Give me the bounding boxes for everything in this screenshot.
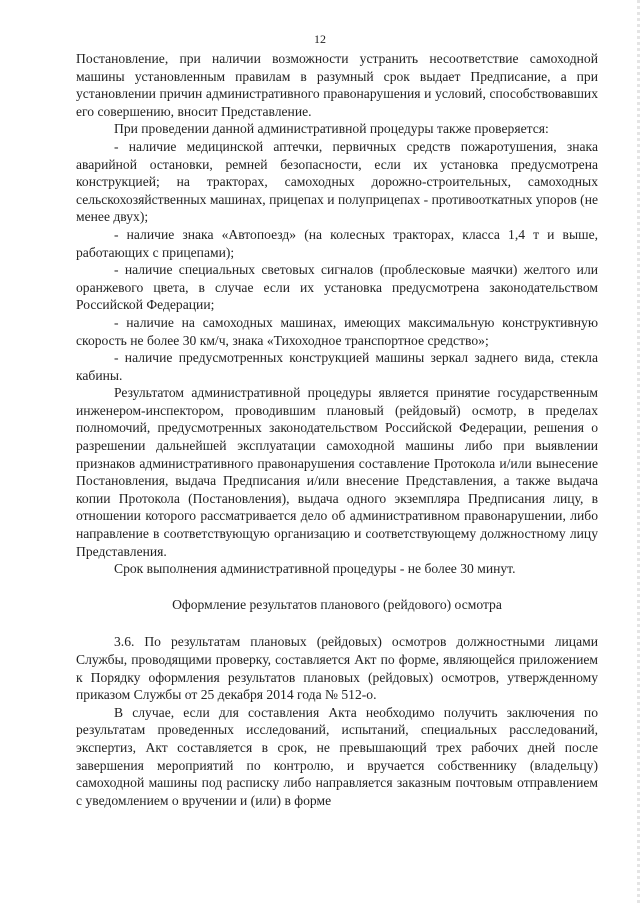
body-text [76,50,598,809]
paragraph: 3.6. По результатам плановых (рейдовых) осмотров должностными лицами Службы, проводящими проверку, составляется Акт по форме, являющейся приложением к Порядку оформления результатов плановых (рейдовых) осмотров, утвержденному приказом Службы от 25 декабря 2014 года № 512-о. [76,634,598,703]
paragraph: В случае, если для составления Акта необходимо получить заключения по результатам проведенных исследований, испытаний, специальных расследований, экспертиз, Акт составляется в срок, не превышающий трех рабочих дней после завершения мероприятий по контролю, и вручается собственнику (владельцу) самоходной машины под расписку либо направляется заказным почтовым отправлением с уведомлением о вручении и (или) в форме [76,704,598,808]
paragraph: Результатом административной процедуры является принятие государственным инженером-инспектором, проводившим плановый (рейдовый) осмотр, в пределах полномочий, предусмотренных законодательством Российской Федерации, решения о разрешении дальнейшей эксплуатации самоходной машины либо при выявлении признаков административного правонарушения составление Протокола и/или вынесение Постановления, выдача Предписания и/или внесение Представления, а также выдача копии Протокола (Постановления), выдача одного экземпляра Предписания лицу, в отношении которого рассматривается дело об административном правонарушении, либо направление в соответствующую организацию и соответствующему должностному лицу Представления. [76,385,598,559]
page-number: 12 [314,32,326,46]
paragraph: При проведении данной административной процедуры также проверяется: [114,121,549,137]
paragraph: Срок выполнения административной процедуры - не более 30 минут. [114,561,516,577]
section-heading: Оформление результатов планового (рейдового) осмотра [172,596,502,612]
list-item: - наличие специальных световых сигналов (проблесковые маячки) желтого или оранжевого цвета, в случае если их установка предусмотрена законодательством Российской Федерации; [76,262,598,313]
paragraph: Постановление, при наличии возможности устранить несоответствие самоходной машины установленным правилам в разумный срок выдает Предписание, а при установлении причин административного правонарушения и условий, способствовавших его совершению, вносит Представление. [76,51,598,119]
list-item: - наличие знака «Автопоезд» (на колесных тракторах, класса 1,4 т и выше, работающих с прицепами); [76,226,598,260]
list-item: - наличие на самоходных машинах, имеющих максимальную конструктивную скорость не более 30 км/ч, знака «Тихоходное транспортное средство»; [76,314,598,348]
list-item: - наличие предусмотренных конструкцией машины зеркал заднего вида, стекла кабины. [76,350,598,383]
list-item: - наличие медицинской аптечки, первичных средств пожаротушения, знака аварийной остановки, ремней безопасности, если их установка предусмотрена конструкцией; на тракторах, самоходных дорожно-строительных, самоходных сельскохозяйственных машинах, прицепах и полуприцепах - противооткатных упоров (не менее двух); [76,138,598,225]
